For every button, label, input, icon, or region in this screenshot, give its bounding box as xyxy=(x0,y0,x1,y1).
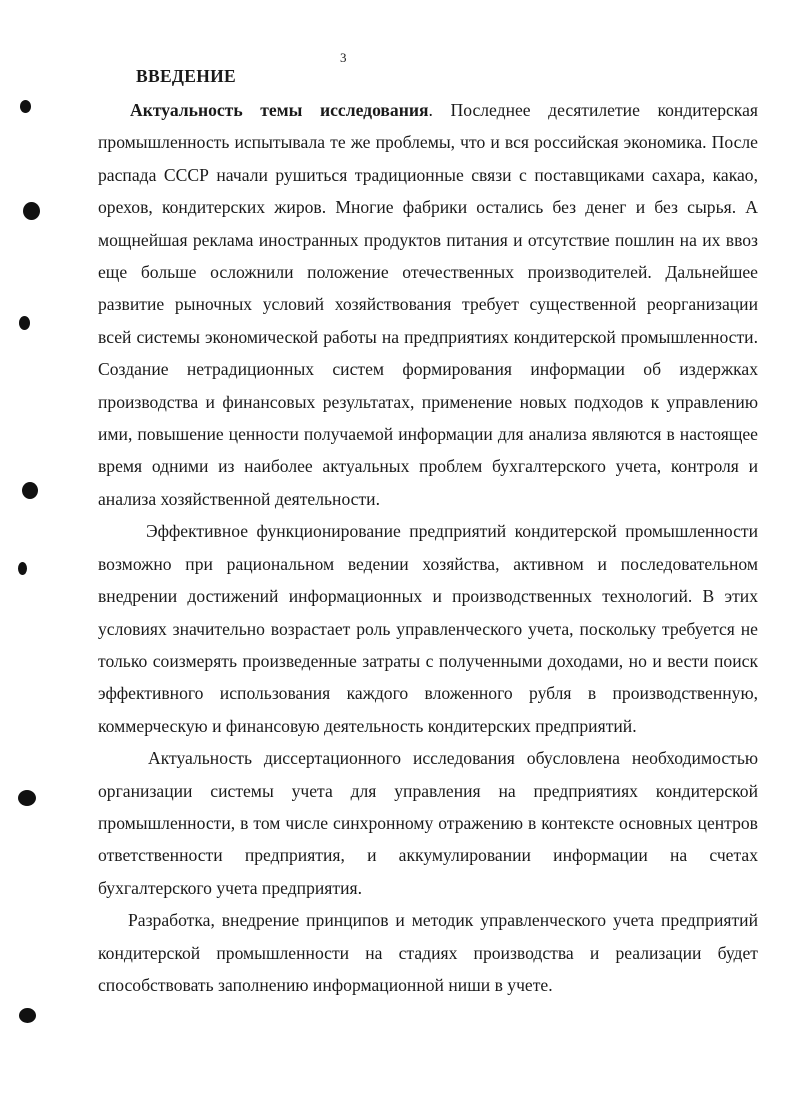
page-number: 3 xyxy=(340,50,347,65)
punch-hole-mark xyxy=(19,1008,36,1023)
paragraph-relevance xyxy=(98,94,758,515)
paragraph-development: Разработка, внедрение принципов и методик управленческого учета предприятий кондитерской промышленности на стадиях производства и реализации будет способствовать заполнению информационной ниши в учете. xyxy=(98,910,758,995)
punch-hole-mark xyxy=(23,202,40,220)
punch-hole-mark xyxy=(18,562,27,575)
section-heading: ВВЕДЕНИЕ xyxy=(136,66,237,86)
punch-hole-mark xyxy=(19,316,30,330)
paragraph-lead: Актуальность темы исследования xyxy=(130,100,429,120)
paragraph-efficiency: Эффективное функционирование предприятий кондитерской промышленности возможно при рациональном ведении хозяйства, активном и последовательном внедрении достижений информационных и производственных технологий. В этих условиях значительно возрастает роль управленческого учета, поскольку требуется не только соизмерять произведенные затраты с полученными доходами, но и вести поиск эффективного использования каждого вложенного рубля в производственную, коммерческую и финансовую деятельность кондитерских предприятий. xyxy=(98,521,758,736)
punch-hole-mark xyxy=(18,790,36,806)
punch-hole-mark xyxy=(22,482,38,499)
punch-hole-mark xyxy=(20,100,31,113)
paragraph-dissertation: Актуальность диссертационного исследования обусловлена необходимостью организации системы учета для управления на предприятиях кондитерской промышленности, в том числе синхронному отражению в контексте основных центров ответственности предприятия, и аккумулировании информации на счетах бухгалтерского учета предприятия. xyxy=(98,748,758,898)
document-body xyxy=(98,94,758,1001)
paragraph-text: . Последнее десятилетие кондитерская промышленность испытывала те же проблемы, что и вся российская экономика. После распада СССР начали рушиться традиционные связи с поставщиками сахара, какао, орехов, кондитерских жиров. Многие фабрики остались без денег и без сырья. А мощнейшая реклама иностранных продуктов питания и отсутствие пошлин на их ввоз еще больше осложнили положение отечественных производителей. Дальнейшее развитие рыночных условий хозяйствования требует существенной реорганизации всей системы экономической работы на предприятиях кондитерской промышленности. Создание нетрадиционных систем формирования информации об издержках производства и финансовых результатах, применение новых подходов к управлению ими, повышение ценности получаемой информации для анализа являются в настоящее время одними из наиболее актуальных проблем бухгалтерского учета, контроля и анализа хозяйственной деятельности. xyxy=(98,100,758,509)
